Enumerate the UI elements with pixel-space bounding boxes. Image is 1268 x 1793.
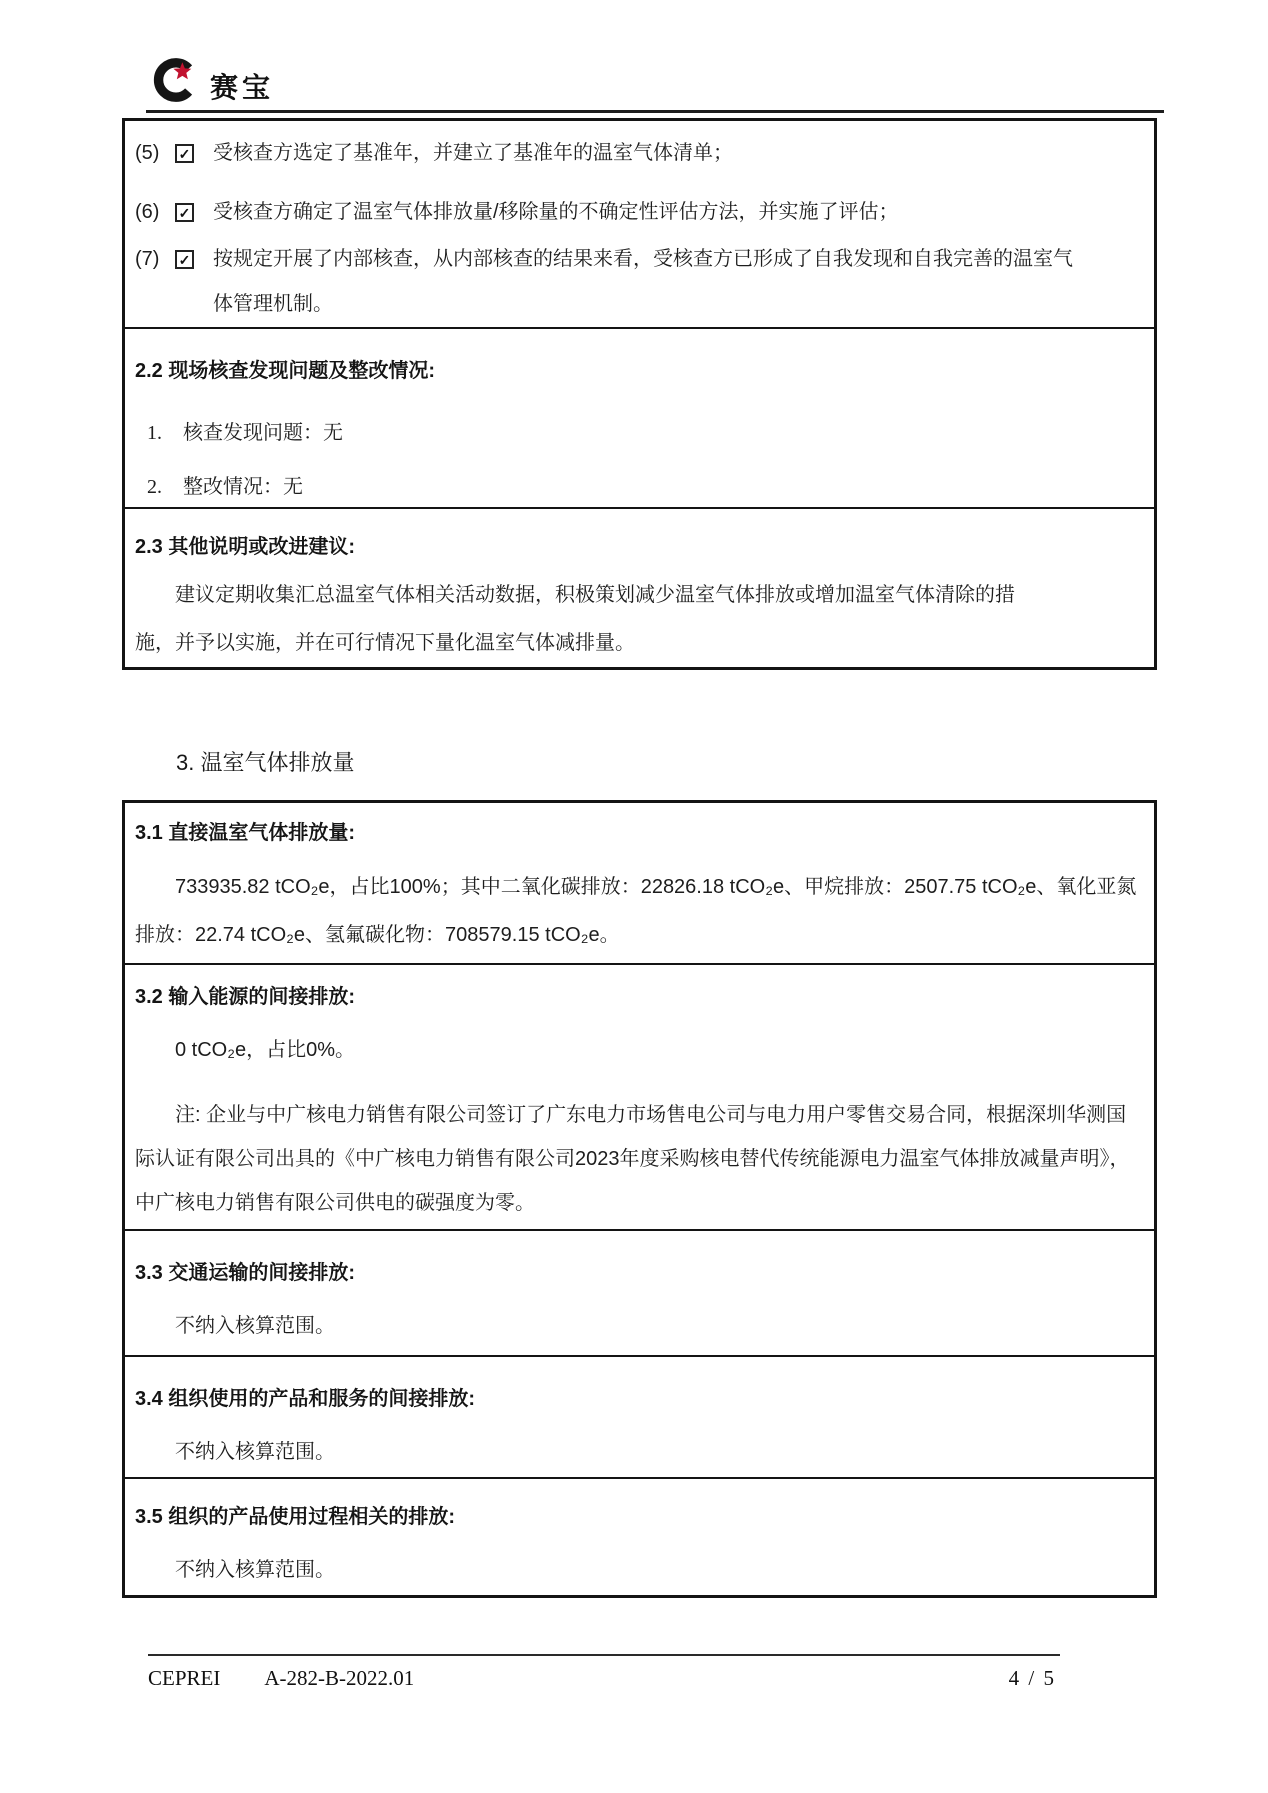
section-2-3: [125, 507, 1154, 667]
item-number: (5): [135, 142, 160, 164]
footer-org: CEPREI: [148, 1666, 221, 1690]
section-3-5-body: 不纳入核算范围。: [175, 1559, 335, 1581]
item-text: 受核查方确定了温室气体排放量/移除量的不确定性评估方法，并实施了评估；: [213, 201, 899, 223]
section-3-2-body: 0 tCO₂e，占比0%。: [175, 1039, 356, 1061]
item-number: (7): [135, 248, 160, 270]
section-3-5-title: 3.5 组织的产品使用过程相关的排放:: [135, 1506, 456, 1528]
section-2-2-title: 2.2 现场核查发现问题及整改情况:: [135, 360, 436, 382]
page-footer: [148, 1663, 1060, 1693]
item-number: 1.: [147, 422, 162, 444]
item-text: 按规定开展了内部核查，从内部核查的结果来看，受核查方已形成了自我发现和自我完善的温室气体管理机制。: [213, 248, 1073, 315]
checklist-section: [125, 121, 1154, 327]
section-3-3-title: 3.3 交通运输的间接排放:: [135, 1262, 356, 1284]
section-3-5: [125, 1477, 1154, 1595]
section-3-4: [125, 1355, 1154, 1477]
footer-doc-code: A-282-B-2022.01: [264, 1666, 415, 1690]
section-3-2-title: 3.2 输入能源的间接排放:: [135, 986, 356, 1008]
rectification-item: [147, 473, 1140, 501]
section-3-2: [125, 963, 1154, 1229]
section-box-bottom: [122, 800, 1157, 1598]
section-3-1-body: 733935.82 tCO₂e，占比100%；其中二氧化碳排放：22826.18 tCO₂e、甲烷排放：2507.75 tCO₂e、氧化亚氮排放：22.74 tCO₂e、氢氟碳化物：708579.15 tCO₂e。: [135, 876, 1137, 946]
item-text: 受核查方选定了基准年，并建立了基准年的温室气体清单；: [213, 142, 733, 164]
logo: [150, 56, 274, 106]
checklist-item-6: [135, 190, 1140, 235]
header-rule: [146, 110, 1164, 113]
checked-checkbox-icon: ✓: [175, 144, 194, 163]
footer-rule: [148, 1654, 1060, 1656]
section-3-1: [125, 803, 1154, 963]
section-box-top: [122, 118, 1157, 670]
section-2-3-body: 建议定期收集汇总温室气体相关活动数据，积极策划减少温室气体排放或增加温室气体清除的措施，并予以实施，并在可行情况下量化温室气体减排量。: [135, 584, 1015, 654]
item-number: 2.: [147, 476, 162, 498]
footer-page-number: 4 / 5: [1008, 1666, 1056, 1690]
finding-item: [147, 419, 1140, 447]
logo-text: 赛宝: [210, 73, 275, 104]
checked-checkbox-icon: ✓: [175, 203, 194, 222]
section-2-2: [125, 327, 1154, 507]
checklist-item-5: [135, 131, 1140, 176]
checklist-item-7: [135, 237, 1140, 327]
section-3-3: [125, 1229, 1154, 1355]
section-3-3-body: 不纳入核算范围。: [175, 1315, 335, 1337]
section-3-1-title: 3.1 直接温室气体排放量:: [135, 822, 356, 844]
cepri-logo-icon: [150, 56, 198, 104]
item-text: 核查发现问题：无: [183, 422, 343, 444]
checked-checkbox-icon: ✓: [175, 250, 194, 269]
item-number: (6): [135, 201, 160, 223]
section-2-3-title: 2.3 其他说明或改进建议:: [135, 536, 356, 558]
section-3-4-body: 不纳入核算范围。: [175, 1441, 335, 1463]
chapter-3-heading: 3. 温室气体排放量: [176, 750, 355, 775]
section-3-4-title: 3.4 组织使用的产品和服务的间接排放:: [135, 1388, 476, 1410]
section-3-2-note: 注: 企业与中广核电力销售有限公司签订了广东电力市场售电公司与电力用户零售交易合同，根据深圳华测国际认证有限公司出具的《中广核电力销售有限公司2023年度采购核电替代传统能源电力温室气体排放减量声明》，中广核电力销售有限公司供电的碳强度为零。: [135, 1104, 1130, 1214]
item-text: 整改情况：无: [183, 476, 303, 498]
